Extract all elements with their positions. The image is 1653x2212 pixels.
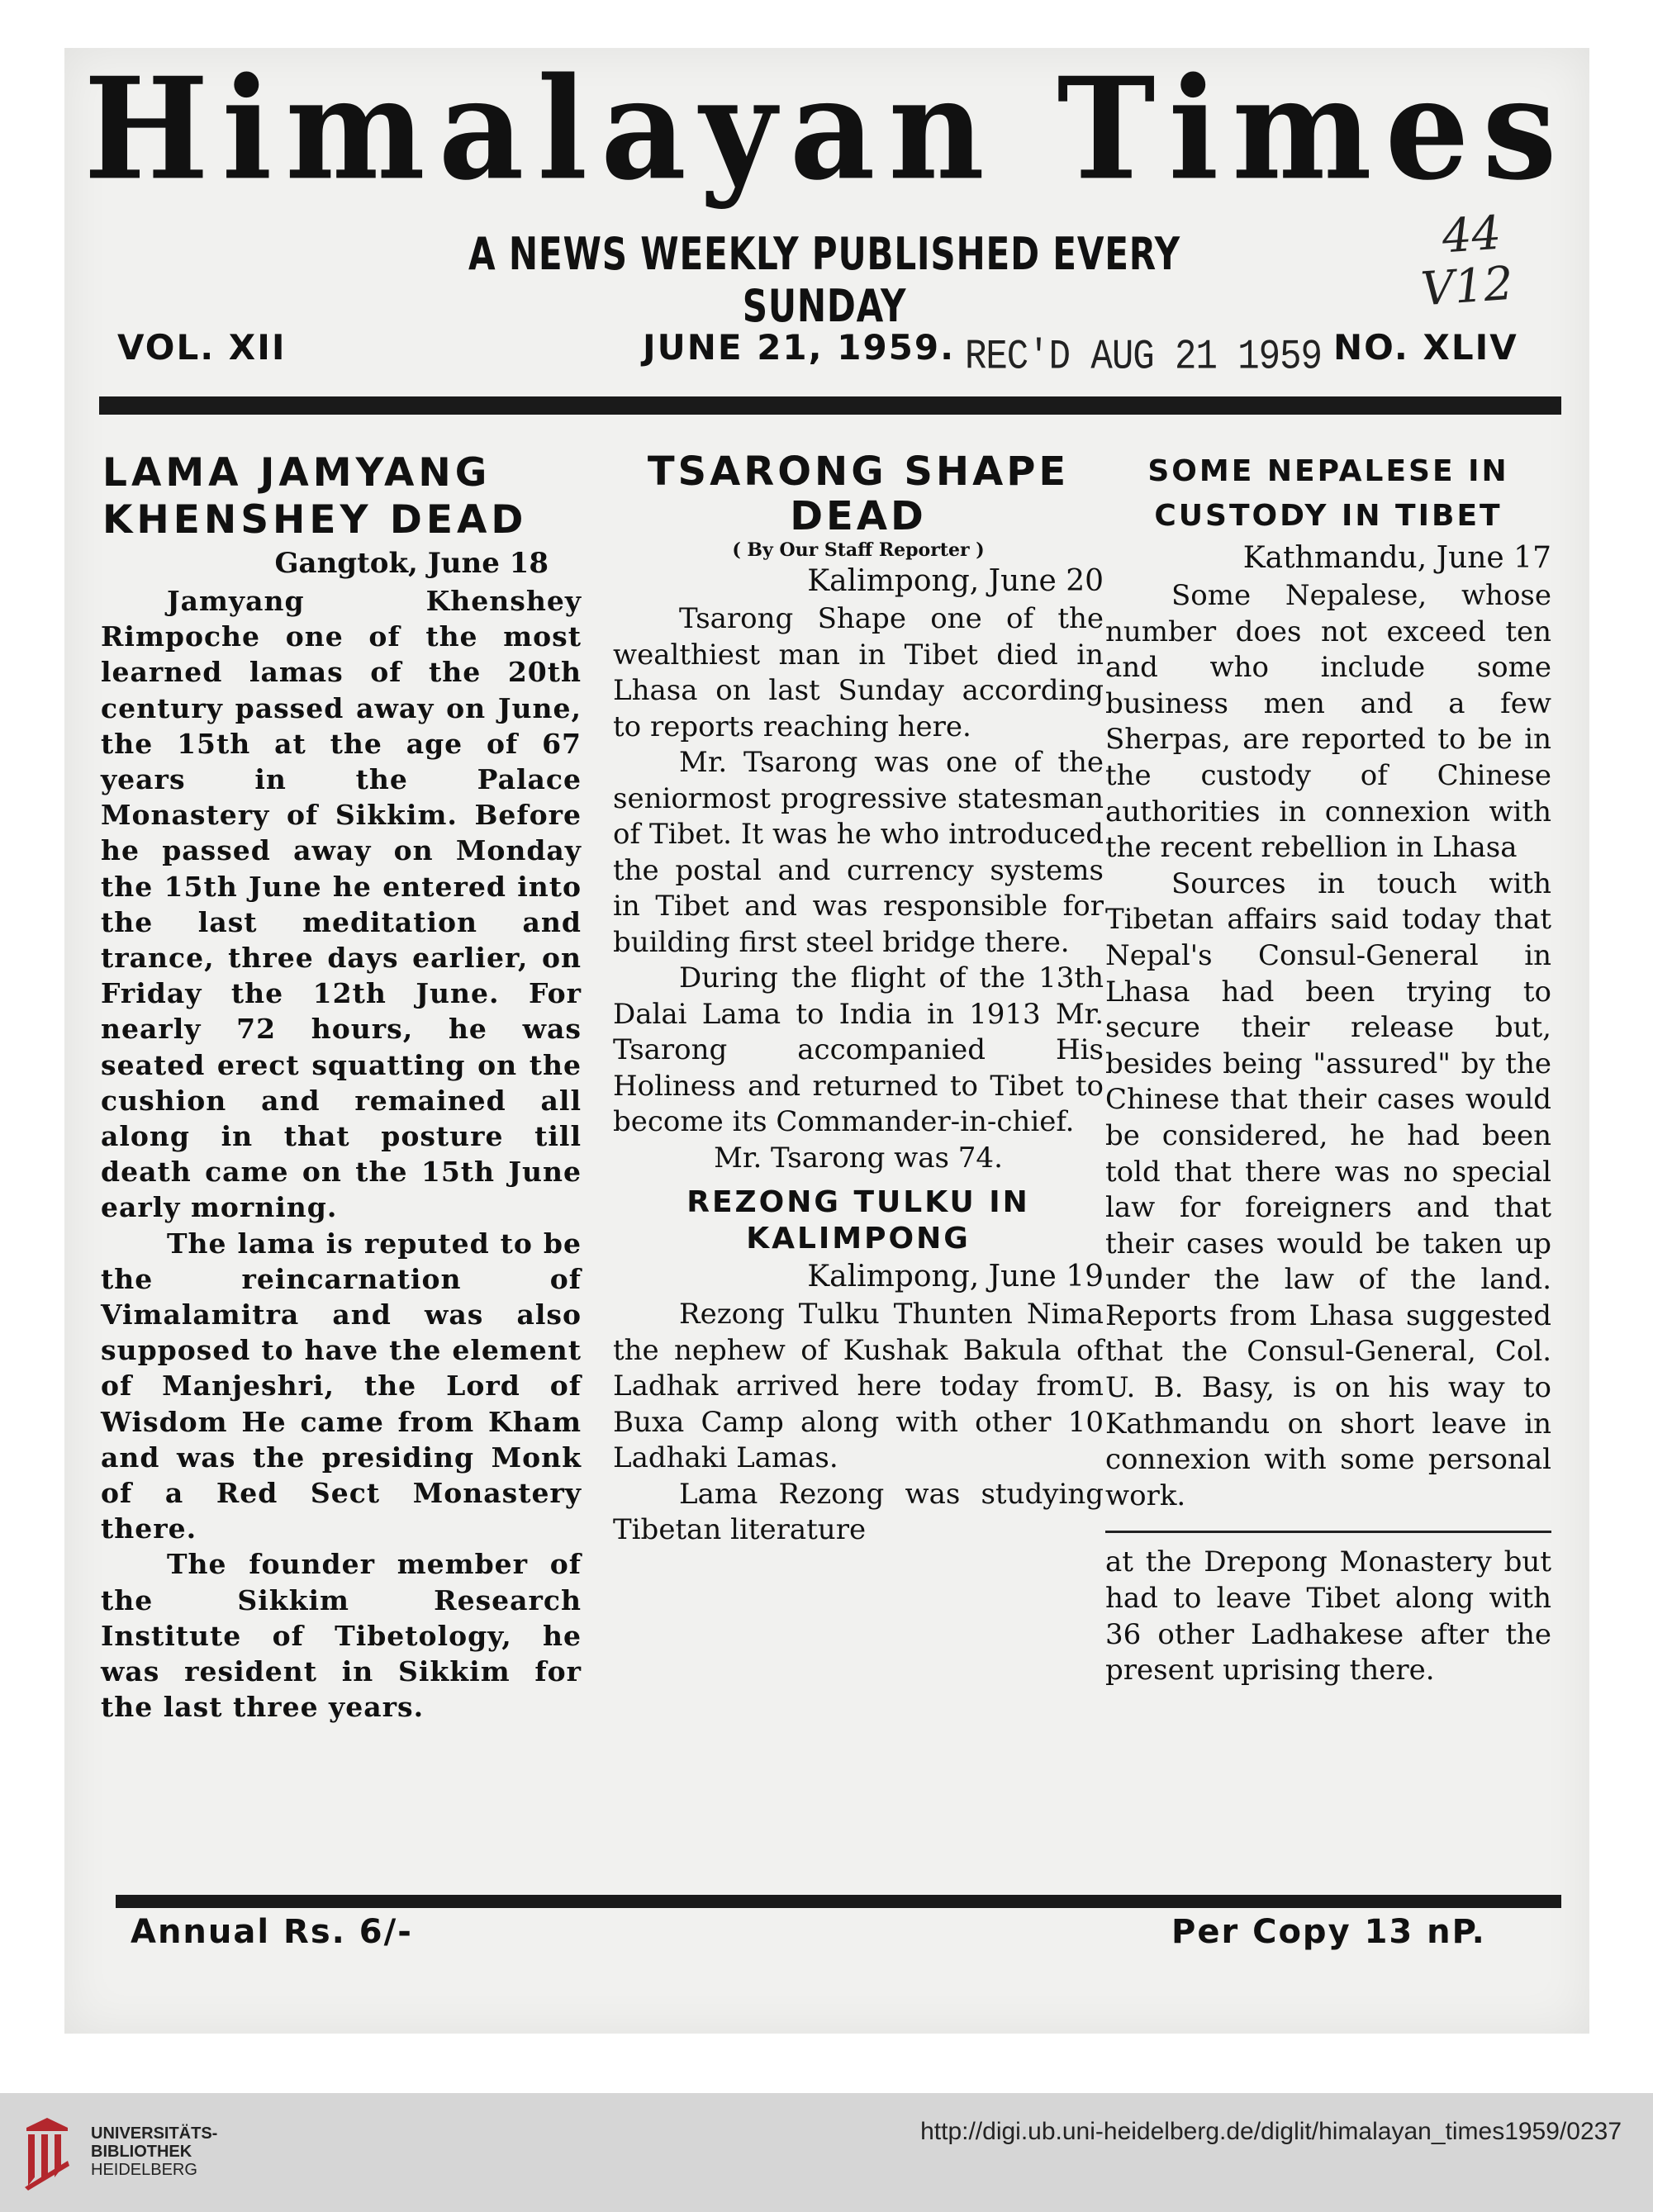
article-paragraph: Lama Rezong was studying Tibetan literature	[613, 1477, 1104, 1546]
article-dateline: Gangtok, June 18	[274, 547, 549, 580]
sub-article-dateline: Kalimpong, June 19	[807, 1260, 1104, 1293]
footer-rule	[116, 1895, 1561, 1908]
article-paragraph: Mr. Tsarong was one of the seniormost progressive statesman of Tibet. It was he who introduced the postal and currency systems in Tibet and was responsible for building first steel bridge there.	[613, 746, 1104, 959]
article-byline: ( By Our Staff Reporter )	[732, 539, 985, 561]
article-paragraph: Mr. Tsarong was 74.	[714, 1141, 1003, 1175]
issue-date: JUNE 21, 1959.	[643, 327, 956, 368]
permalink-url[interactable]: http://digi.ub.uni-heidelberg.de/diglit/himalayan_times1959/0237	[920, 2118, 1622, 2145]
library-name-line: UNIVERSITÄTS-	[91, 2124, 218, 2143]
article-tsarong-shape	[613, 449, 1104, 1887]
article-headline: LAMA JAMYANG KHENSHEY DEAD	[102, 450, 528, 543]
handwritten-volume: V12	[1418, 256, 1515, 317]
sub-article-body	[613, 1297, 1104, 1549]
article-paragraph: Jamyang Khenshey Rimpoche one of the most learned lamas of the 20th century passed away on June, the 15th at the age of 67 years in the Palace Monastery of Sikkim. Before he passed away on Monday the 15th June he entered into the last meditation and trance, three days earlier, on Friday the 12th June. For nearly 72 hours, he was seated erect squatting on the cushion and remained all along in that posture till death came on the 15th June early morning.	[101, 585, 582, 1224]
handwritten-number: 44	[1440, 206, 1503, 264]
column-divider	[1105, 1531, 1551, 1533]
library-name-line: BIBLIOTHEK	[91, 2143, 192, 2161]
article-dateline: Kalimpong, June 20	[807, 564, 1104, 598]
article-dateline: Kathmandu, June 17	[1242, 541, 1551, 575]
university-library-logo	[18, 2111, 76, 2194]
article-paragraph: During the flight of the 13th Dalai Lama to India in 1913 Mr. Tsarong accompanied His Holiness and returned to Tibet to become its Commander-in-chief.	[613, 961, 1104, 1138]
masthead-tagline: A NEWS WEEKLY PUBLISHED EVERY SUNDAY	[468, 228, 1180, 332]
masthead-title: Himalayan Times	[83, 48, 1570, 211]
article-body	[613, 601, 1104, 1176]
article-body	[1105, 578, 1551, 1514]
volume-label: VOL. XII	[117, 327, 287, 368]
article-paragraph: The founder member of the Sikkim Research Institute of Tibetology, he was resident in Sikkim for the last three years.	[101, 1548, 582, 1724]
article-headline: SOME NEPALESE IN CUSTODY IN TIBET	[1147, 454, 1509, 533]
article-lama-jamyang	[101, 449, 582, 1887]
library-name	[91, 2124, 217, 2179]
article-paragraph: Some Nepalese, whose number does not exceed ten and who include some business men and a few Sherpas, are reported to be in the custody of Chinese authorities in connexion with the recent rebellion in Lhasa	[1105, 579, 1551, 865]
header-rule	[99, 396, 1561, 415]
article-body	[101, 583, 582, 1725]
newspaper-page-scan	[64, 48, 1589, 2034]
library-footer-bar	[0, 2093, 1653, 2212]
annual-subscription: Annual Rs. 6/-	[131, 1913, 413, 1951]
continuation-text	[1105, 1545, 1551, 1688]
handwritten-annotation	[1383, 207, 1515, 318]
per-copy-price: Per Copy 13 nP.	[1171, 1913, 1486, 1951]
article-paragraph: The lama is reputed to be the reincarnation of Vimalamitra and was also supposed to have the element of Manjeshri, the Lord of Wisdom He came from Kham and was the presiding Monk of a Red Sect Monastery there.	[101, 1227, 582, 1545]
article-headline: TSARONG SHAPE DEAD	[647, 449, 1070, 539]
library-name-line: HEIDELBERG	[91, 2161, 197, 2179]
received-stamp: REC'D AUG 21 1959	[965, 334, 1322, 382]
sub-article-headline: REZONG TULKU IN KALIMPONG	[686, 1185, 1030, 1256]
article-paragraph: Sources in touch with Tibetan affairs said today that Nepal's Consul-General in Lhasa had been trying to secure their release but, besides being "assured" by the Chinese that their cases would be considered, he had been told that there was no special law for foreigners and that their cases would be taken up under the law of the land. Reports from Lhasa suggested that the Consul-General, Col. U. B. Basy, is on his way to Kathmandu on short leave in connexion with some personal work.	[1105, 866, 1551, 1512]
article-paragraph: Tsarong Shape one of the wealthiest man in Tibet died in Lhasa on last Sunday according to reports reaching here.	[613, 602, 1104, 743]
article-nepalese-custody	[1105, 449, 1551, 1887]
issue-number: NO. XLIV	[1333, 327, 1518, 368]
article-paragraph: Rezong Tulku Thunten Nima the nephew of Kushak Bakula of Ladhak arrived here today from Buxa Camp along with other 10 Ladhaki Lamas.	[613, 1298, 1104, 1474]
article-paragraph: at the Drepong Monastery but had to leave Tibet along with 36 other Ladhakese after the present uprising there.	[1105, 1545, 1551, 1687]
